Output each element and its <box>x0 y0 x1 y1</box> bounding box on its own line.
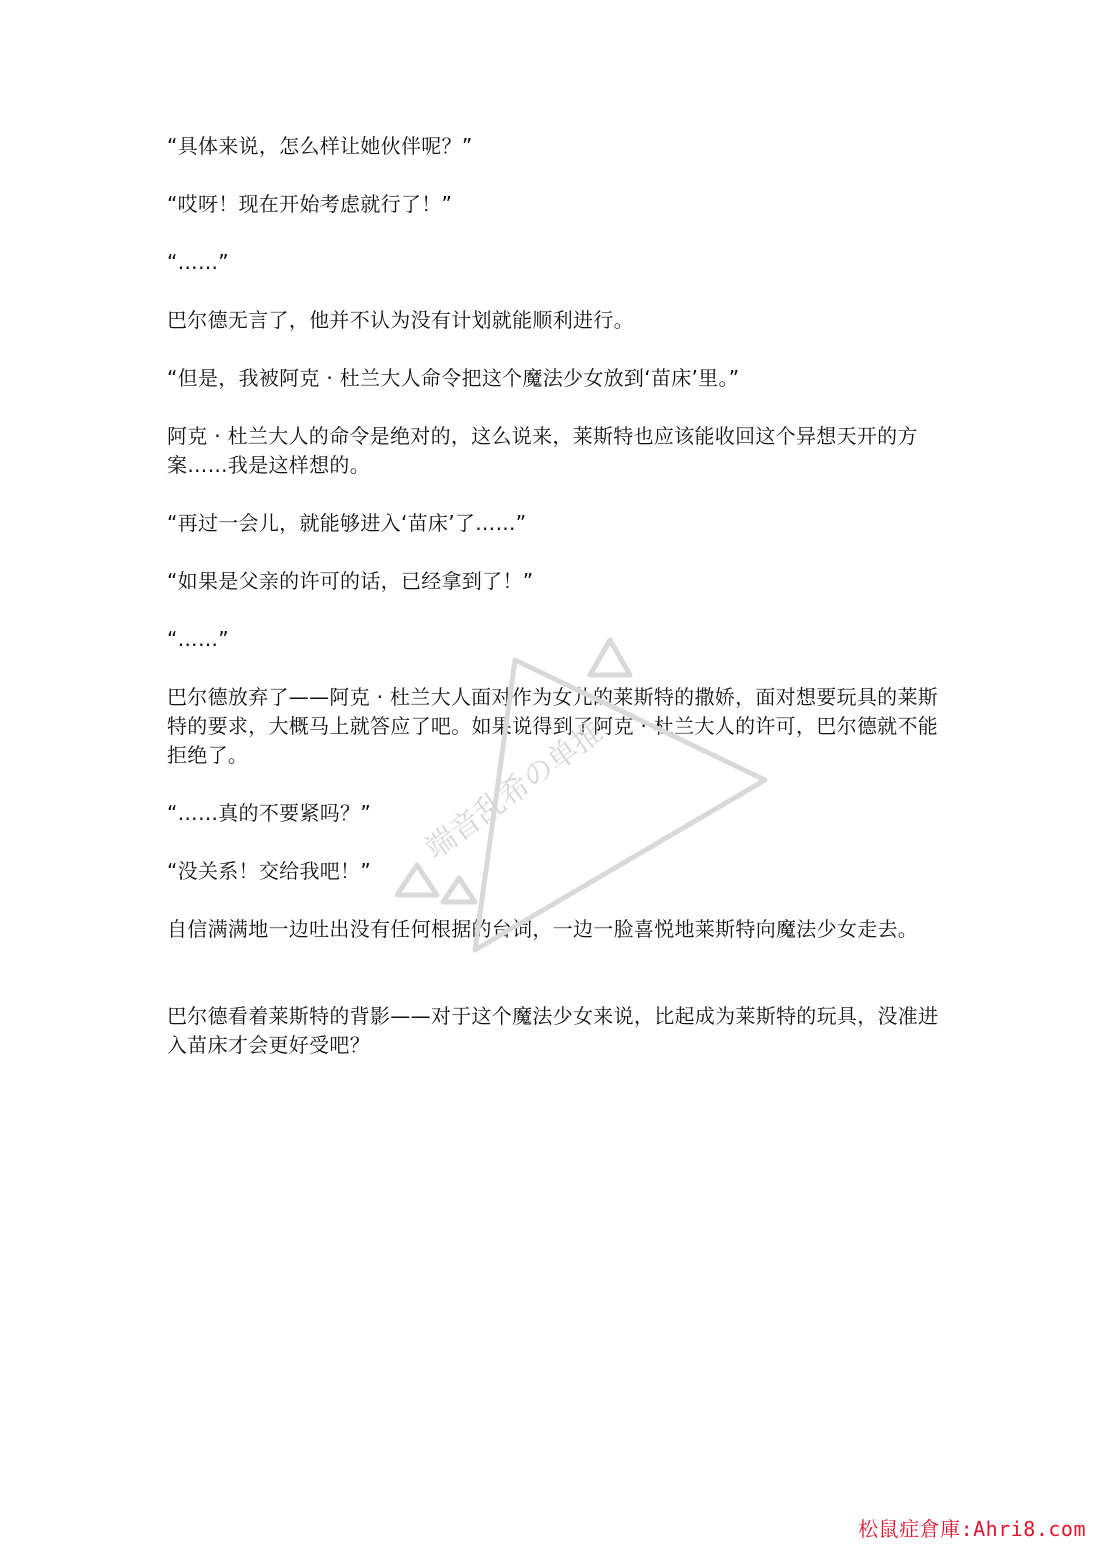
paragraph-1: “具体来说，怎么样让她伙伴呢？” <box>167 134 473 158</box>
paragraph-6: 阿克 · 杜兰大人的命令是绝对的，这么说来，莱斯特也应该能收回这个异想天开的方案……我是这样想的。 <box>167 424 918 477</box>
paragraph-11: “……真的不要紧吗？” <box>167 801 372 825</box>
watermark-text: 端音乱希の单推 <box>419 714 610 867</box>
paragraph-10: 巴尔德放弃了——阿克 · 杜兰大人面对作为女儿的莱斯特的撒娇，面对想要玩具的莱斯特的要求，大概马上就答应了吧。如果说得到了阿克 · 杜兰大人的许可，巴尔德就不能拒绝了。 <box>167 685 939 767</box>
paragraph-7: “再过一会儿，就能够进入‘苗床’了……” <box>167 511 527 535</box>
watermark-graphic <box>395 630 785 960</box>
footer-site-label: 松鼠症倉庫:Ahri8.com <box>858 1517 1086 1541</box>
paragraph-14: 巴尔德看着莱斯特的背影——对于这个魔法少女来说，比起成为莱斯特的玩具，没准进入苗床才会更好受吧？ <box>167 1004 939 1057</box>
paragraph-8: “如果是父亲的许可的话，已经拿到了！” <box>167 569 534 593</box>
paragraph-12: “没关系！交给我吧！” <box>167 859 372 883</box>
watermark <box>395 630 785 960</box>
paragraph-2: “哎呀！现在开始考虑就行了！” <box>167 192 453 216</box>
paragraph-4: 巴尔德无言了，他并不认为没有计划就能顺利进行。 <box>167 308 634 332</box>
paragraph-3: “……” <box>167 250 229 274</box>
paragraph-9: “……” <box>167 627 229 651</box>
paragraph-13: 自信满满地一边吐出没有任何根据的台词，一边一脸喜悦地莱斯特向魔法少女走去。 <box>167 917 919 941</box>
paragraph-5: “但是，我被阿克 · 杜兰大人命令把这个魔法少女放到‘苗床’里。” <box>167 366 740 390</box>
